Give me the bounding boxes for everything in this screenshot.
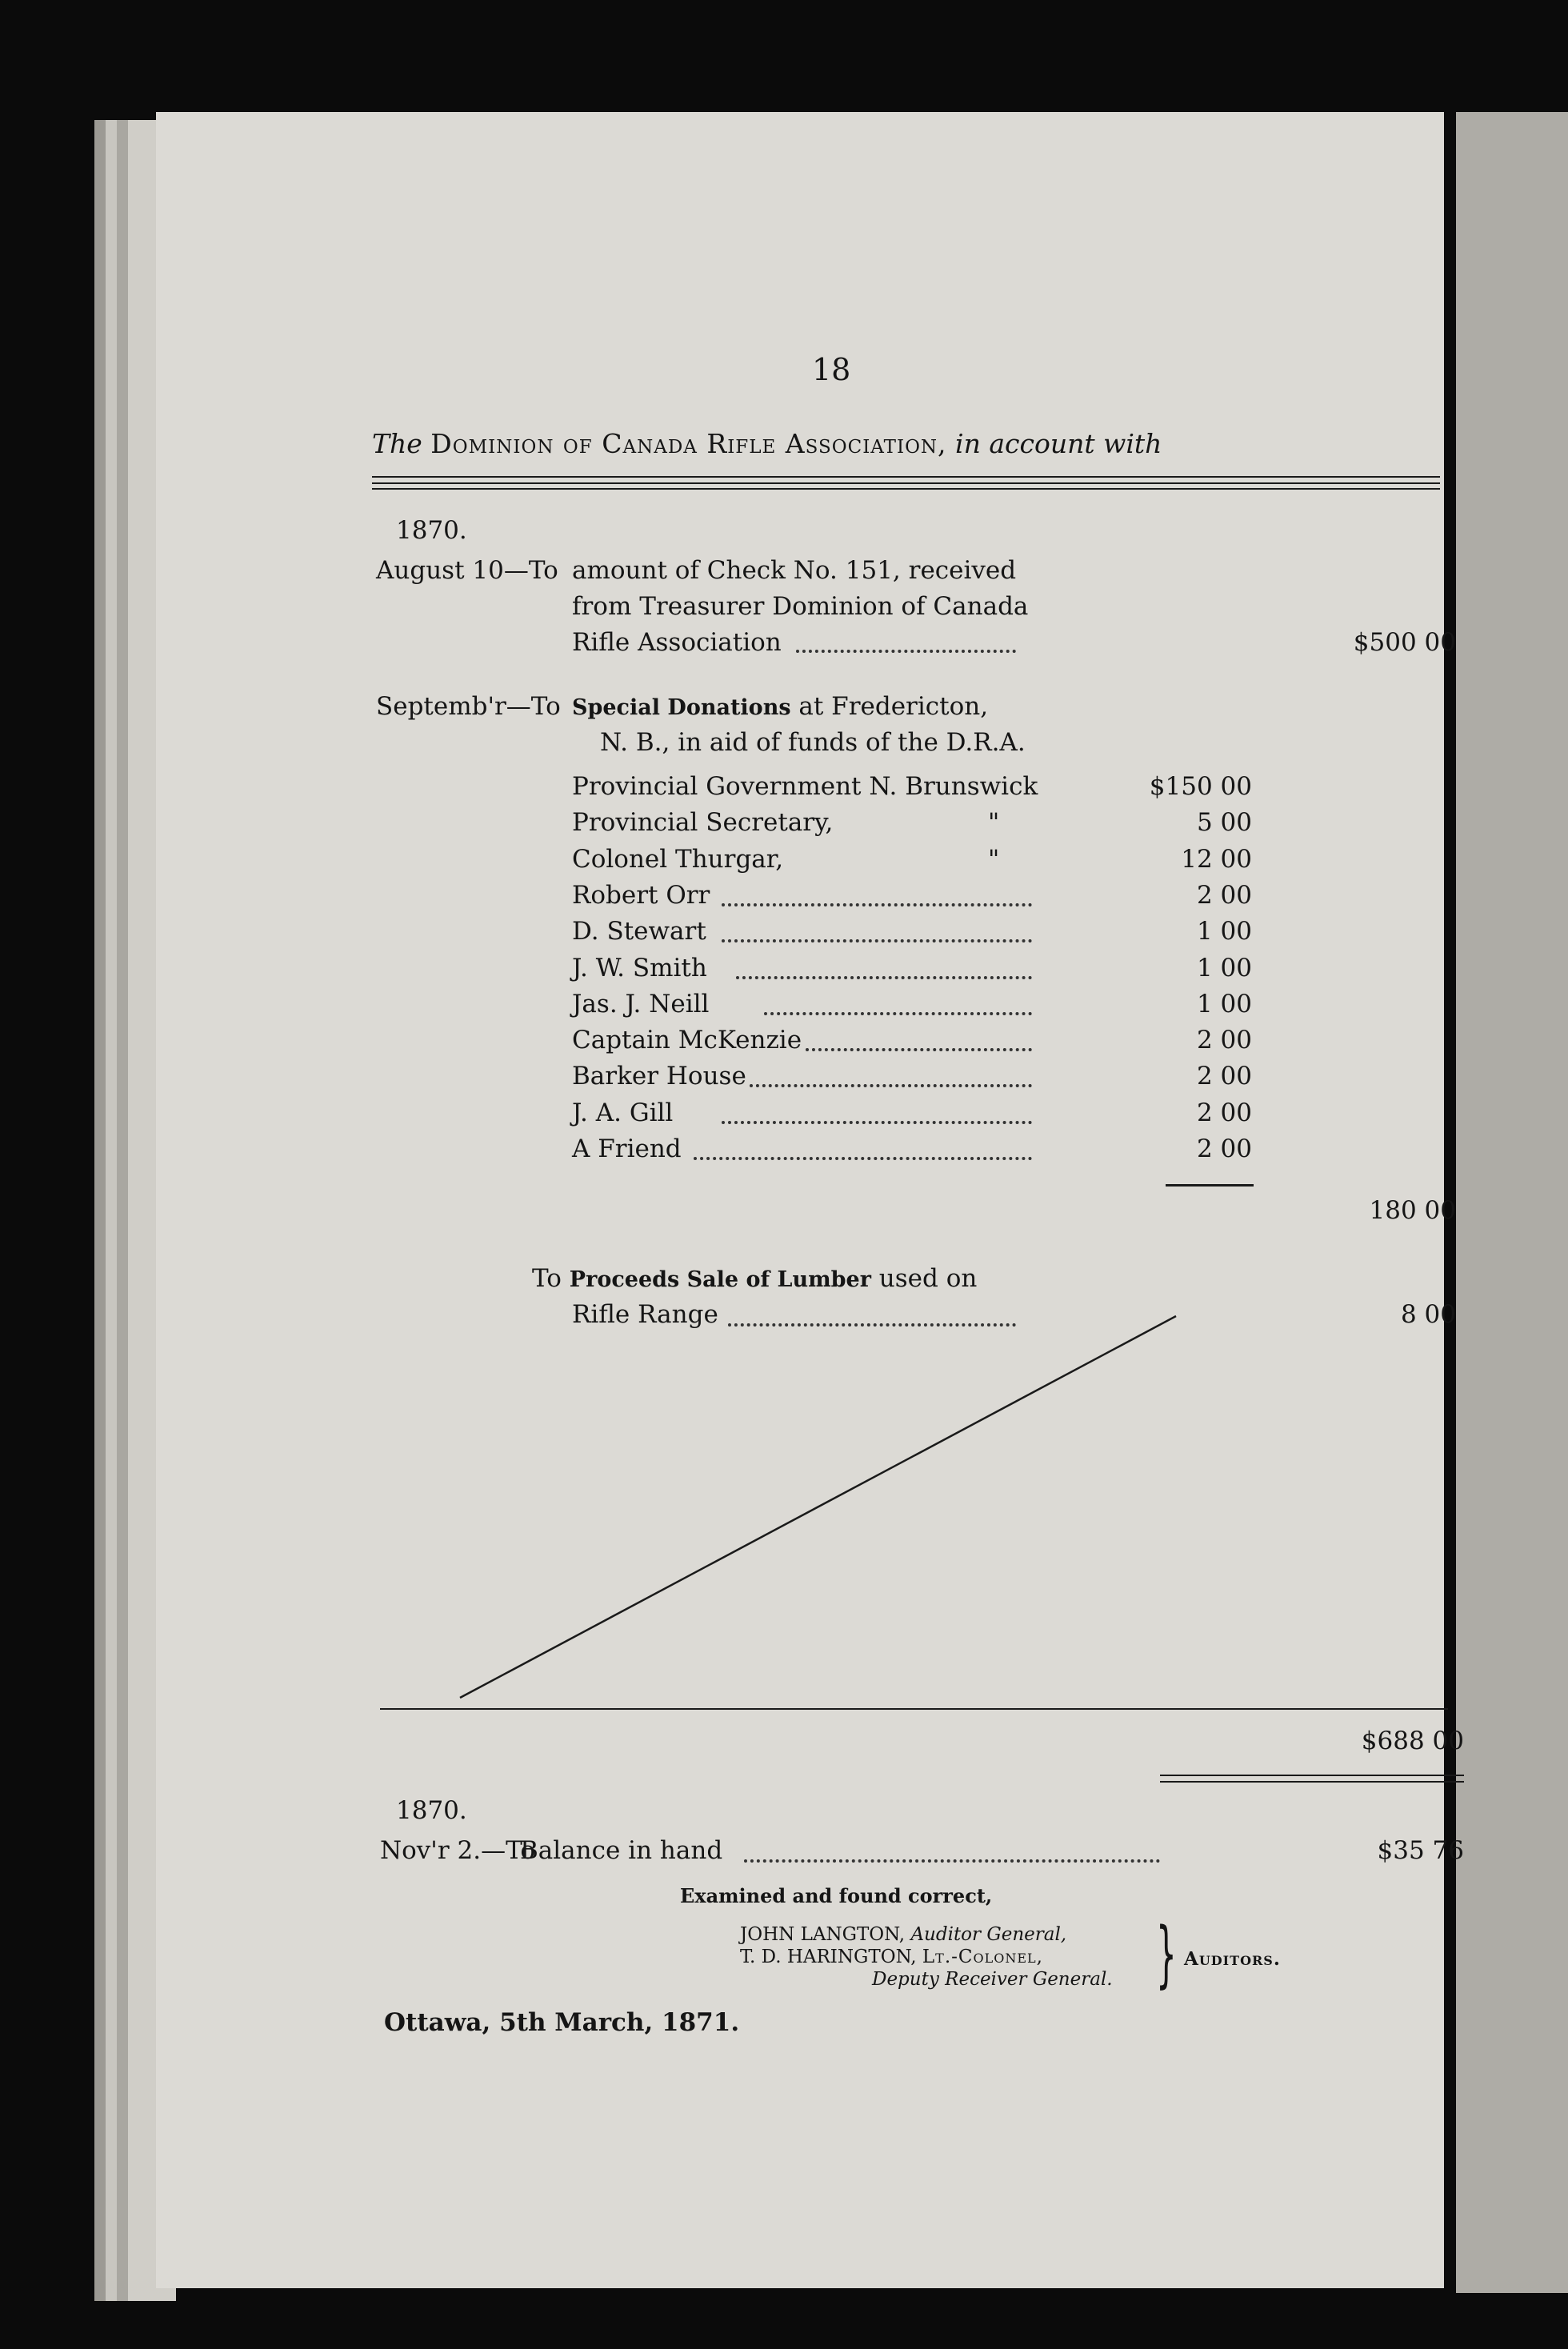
donor-amount: 1 00 (1196, 917, 1252, 946)
donations-subtotal: 180 00 (1369, 1196, 1456, 1225)
donor-amount: 5 00 (1196, 808, 1252, 837)
year-1870: 1870. (396, 516, 467, 545)
donor-amount: 2 00 (1196, 1062, 1252, 1090)
header-org: Dominion of Canada Rifle Association, (430, 428, 947, 459)
entry2-line2: N. B., in aid of funds of the D.R.A. (600, 728, 1026, 757)
donor-amount: 2 00 (1196, 1134, 1252, 1163)
balance-label: Balance in hand (520, 1836, 723, 1865)
total-rule-under-1 (1160, 1775, 1464, 1776)
ledger-page (156, 112, 1464, 2288)
donor-name: Provincial Secretary, (572, 808, 834, 837)
auditor1-title: Auditor General, (910, 1924, 1067, 1945)
ditto-mark: " (988, 808, 1000, 837)
entry3-heading: Proceeds Sale of Lumber (569, 1267, 871, 1292)
donor-leader (736, 974, 1032, 979)
examined-note: Examined and found correct, (680, 1884, 993, 1907)
donor-amount: $150 00 (1149, 772, 1252, 801)
grand-total: $688 00 (1361, 1727, 1464, 1755)
auditors-brace: } (1156, 1912, 1177, 1996)
donor-amount: 2 00 (1196, 1098, 1252, 1127)
year-1870-balance: 1870. (396, 1796, 467, 1825)
page-number: 18 (812, 352, 851, 387)
auditor1-name: JOHN LANGTON, (740, 1924, 906, 1945)
entry2-heading: Special Donations (572, 695, 791, 720)
entry1-date: August 10—To (376, 556, 558, 585)
donor-name: Jas. J. Neill (572, 990, 710, 1018)
entry2-heading-rest: at Fredericton, (798, 692, 989, 721)
entry3-amount: 8 00 (1400, 1300, 1456, 1329)
entry1-line1: amount of Check No. 151, received (572, 556, 1017, 585)
entry2-date: Septemb'r—To (376, 692, 561, 721)
total-rule-under-2 (1160, 1781, 1464, 1783)
donor-amount: 2 00 (1196, 1026, 1252, 1054)
balance-leader (744, 1858, 1160, 1863)
auditor2-name: T. D. HARINGTON, (740, 1947, 917, 1967)
donor-amount: 12 00 (1181, 845, 1252, 874)
entry3-prefix: To (532, 1264, 562, 1293)
auditors-label: Auditors. (1184, 1948, 1281, 1970)
balance-date: Nov'r 2.—To (380, 1836, 536, 1865)
donor-name: Captain McKenzie (572, 1026, 802, 1054)
auditor-line-2 (740, 1947, 1043, 1967)
auditor-line-1 (740, 1924, 1066, 1945)
auditor2-title: Lt.-Colonel, (922, 1947, 1043, 1967)
donor-name: Provincial Government N. Brunswick (572, 772, 1038, 801)
donor-amount: 1 00 (1196, 990, 1252, 1018)
total-rule-top (380, 1708, 1448, 1710)
ditto-mark: " (988, 845, 1000, 874)
donor-leader (722, 938, 1032, 942)
donor-name: Robert Orr (572, 881, 710, 910)
facing-page-edge (1456, 112, 1568, 2293)
entry1-amount: $500 00 (1353, 628, 1456, 657)
donor-amount: 2 00 (1196, 881, 1252, 910)
donor-leader (722, 1119, 1032, 1124)
entry3-line2: Rifle Range (572, 1300, 718, 1329)
header-prefix: The (372, 428, 422, 459)
donor-amount: 1 00 (1196, 954, 1252, 982)
donor-name: D. Stewart (572, 917, 706, 946)
donor-leader (750, 1082, 1032, 1087)
donor-name: A Friend (572, 1134, 682, 1163)
donor-leader (764, 1010, 1032, 1015)
balance-amount: $35 76 (1377, 1836, 1464, 1865)
donor-name: Barker House (572, 1062, 746, 1090)
header-suffix: in account with (955, 428, 1162, 459)
entry1-line3: Rifle Association (572, 628, 782, 657)
donor-leader (806, 1046, 1032, 1051)
donor-name: Colonel Thurgar, (572, 845, 784, 874)
entry3-heading-rest: used on (878, 1264, 978, 1293)
donor-leader (694, 1155, 1032, 1160)
entry1-line2: from Treasurer Dominion of Canada (572, 592, 1029, 621)
auditor-line-3: Deputy Receiver General. (872, 1969, 1113, 1990)
donor-name: J. W. Smith (572, 954, 707, 982)
place-date: Ottawa, 5th March, 1871. (384, 2008, 740, 2037)
donor-name: J. A. Gill (572, 1098, 674, 1127)
donor-leader (722, 902, 1032, 906)
